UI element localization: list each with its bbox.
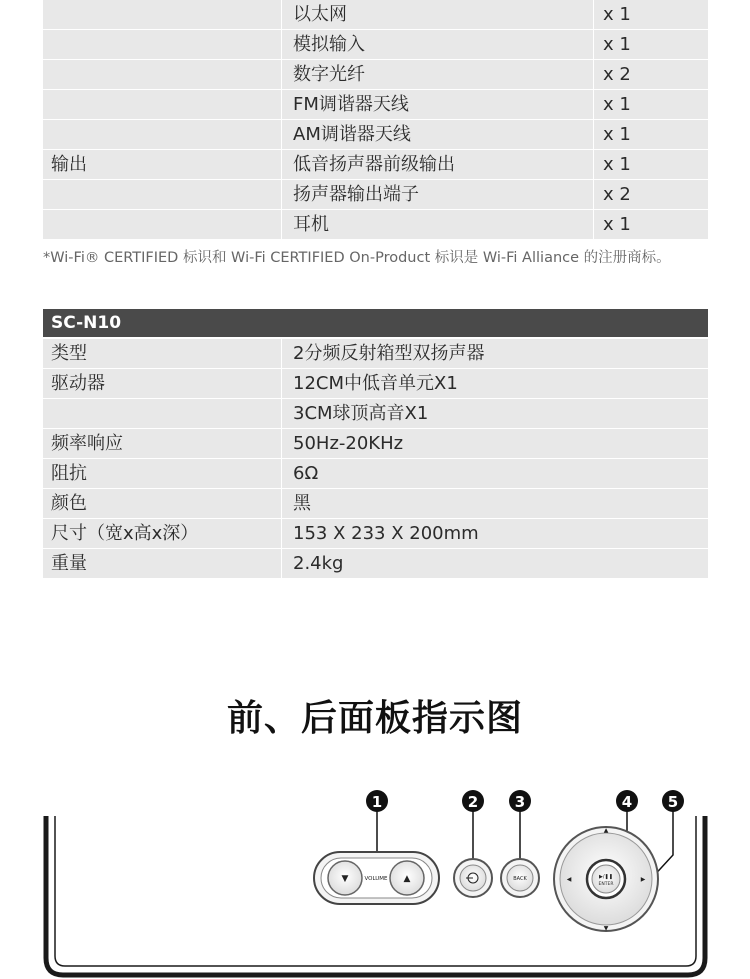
- row-item: FM调谐器天线: [293, 94, 409, 115]
- volume-control[interactable]: [314, 852, 439, 904]
- row-qty: x 1: [603, 124, 631, 145]
- row-label: 输出: [51, 154, 87, 175]
- svg-text:4: 4: [621, 793, 633, 811]
- callout-4: [616, 790, 638, 812]
- spec-value: 2.4kg: [293, 553, 344, 574]
- volume-label: VOLUME: [364, 876, 388, 882]
- table-row: [43, 459, 708, 488]
- model-name: SC-N10: [51, 313, 122, 333]
- nav-left-icon: ◀: [566, 876, 572, 883]
- spec-value: 12CM中低音单元X1: [293, 373, 458, 394]
- row-item: 耳机: [293, 214, 329, 235]
- spec-label: 阻抗: [51, 463, 87, 484]
- row-qty: x 1: [603, 4, 631, 25]
- row-qty: x 1: [603, 154, 631, 175]
- svg-text:5: 5: [667, 793, 679, 811]
- spec-value: 黑: [293, 493, 311, 514]
- spec-value: 153 X 233 X 200mm: [293, 523, 479, 544]
- row-qty: x 1: [603, 94, 631, 115]
- row-item: AM调谐器天线: [293, 124, 411, 145]
- table-row: [43, 369, 708, 398]
- table-row: [43, 30, 708, 59]
- callout-1: [366, 790, 388, 812]
- row-qty: x 1: [603, 214, 631, 235]
- spec-label: 重量: [51, 553, 87, 574]
- navigation-dial[interactable]: [554, 827, 658, 932]
- nav-up-icon: ▲: [603, 827, 609, 834]
- footnote: *Wi-Fi® CERTIFIED 标识和 Wi-Fi CERTIFIED On-Product 标识是 Wi-Fi Alliance 的注册商标。: [43, 250, 671, 266]
- spec-label: 驱动器: [51, 373, 105, 394]
- row-item: 数字光纤: [293, 64, 365, 85]
- svg-text:▲: ▲: [403, 874, 411, 884]
- table-row: [43, 399, 708, 428]
- table-row: [43, 90, 708, 119]
- callout-5: [662, 790, 684, 812]
- spec-value: 6Ω: [293, 463, 319, 484]
- svg-text:▼: ▼: [341, 874, 349, 884]
- table-row: [43, 0, 708, 29]
- svg-text:1: 1: [371, 793, 383, 811]
- nav-down-icon: ▼: [603, 925, 609, 932]
- table-row: [43, 489, 708, 518]
- row-item: 低音扬声器前级输出: [293, 154, 455, 175]
- row-item: 以太网: [293, 4, 347, 25]
- table-row: [43, 60, 708, 89]
- callout-2: [462, 790, 484, 812]
- callout-3: [509, 790, 531, 812]
- input-button[interactable]: [454, 859, 492, 897]
- spec-label: 频率响应: [51, 433, 123, 454]
- play-pause-icon: ▶/❚❚: [599, 874, 613, 880]
- table-row: [43, 180, 708, 209]
- spec-label: 类型: [51, 343, 87, 364]
- table-row: [43, 519, 708, 548]
- table-row: [43, 429, 708, 458]
- row-qty: x 2: [603, 64, 631, 85]
- row-item: 模拟输入: [293, 34, 365, 55]
- back-button[interactable]: [501, 859, 539, 897]
- table-row: [43, 210, 708, 239]
- table-row: [43, 549, 708, 578]
- enter-label: ENTER: [598, 882, 614, 887]
- svg-text:3: 3: [514, 793, 526, 811]
- spec-value: 2分频反射箱型双扬声器: [293, 343, 485, 364]
- specs-table: [43, 339, 708, 579]
- row-qty: x 1: [603, 34, 631, 55]
- table-header: [43, 309, 708, 337]
- table-row: [43, 120, 708, 149]
- svg-text:2: 2: [467, 793, 479, 811]
- spec-label: 尺寸（宽x高x深）: [51, 523, 199, 544]
- section-title: 前、后面板指示图: [226, 698, 523, 739]
- table-row: [43, 339, 708, 368]
- spec-label: 颜色: [51, 493, 87, 514]
- row-item: 扬声器输出端子: [293, 184, 419, 205]
- row-qty: x 2: [603, 184, 631, 205]
- front-panel-diagram: [0, 780, 750, 979]
- spec-value: 50Hz-20KHz: [293, 433, 404, 454]
- back-label: BACK: [513, 876, 527, 882]
- connections-table: [43, 0, 708, 240]
- spec-value: 3CM球顶高音X1: [293, 403, 429, 424]
- table-row: [43, 150, 708, 179]
- nav-right-icon: ▶: [640, 876, 646, 883]
